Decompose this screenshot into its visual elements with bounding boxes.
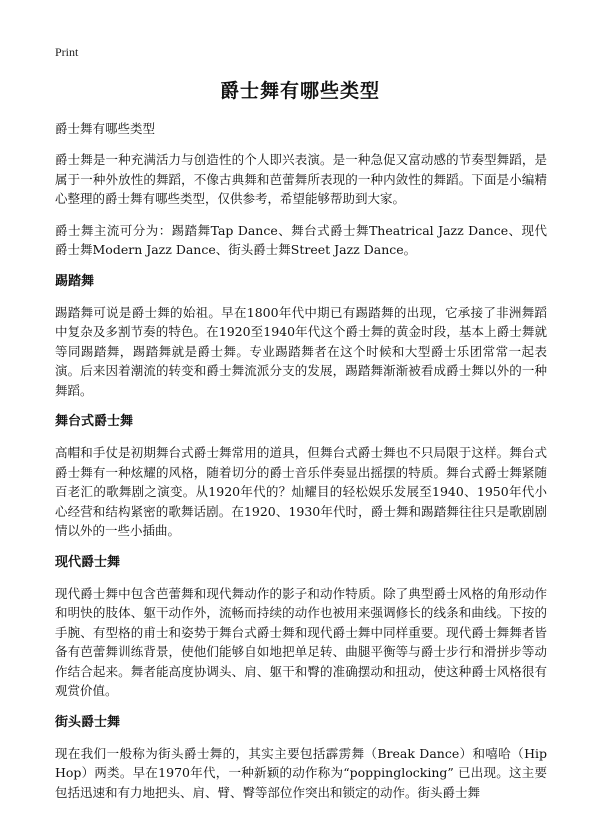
section-heading-modern: 现代爵士舞 xyxy=(55,554,121,570)
section-body-street: 现在我们一般称为街头爵士舞的，其实主要包括霹雳舞（Break Dance）和嘻哈（Hip Hop）两类。早在1970年代，一种新颖的动作称为“poppinglocking” 已出现。这主要包括迅速和有力地把头、肩、臂、臀等部位作突出和锁定的动作。街头爵士舞 xyxy=(55,745,547,800)
article-body xyxy=(55,119,547,814)
section-body-theatrical: 高帽和手仗是初期舞台式爵士舞常用的道具，但舞台式爵士舞也不只局限于这样。舞台式爵士舞有一种炫耀的风格，随着切分的爵士音乐伴奏显出摇摆的特质。舞台式爵士舞紧随百老汇的歌舞剧之演变。从1920年代的？灿耀目的轻松娱乐发展至1940、1950年代小心经营和结构紧密的歌舞话剧。在1920、1930年代时，爵士舞和踢踏舞往往只是歌剧剧情以外的一些小插曲。 xyxy=(55,445,547,538)
section-heading-theatrical: 舞台式爵士舞 xyxy=(55,414,134,429)
section-heading-street: 街头爵士舞 xyxy=(55,714,121,730)
section-body-tap: 踢踏舞可说是爵士舞的始祖。早在1800年代中期已有踢踏舞的出现，它承接了非洲舞蹈中复杂及多割节奏的特色。在1920至1940年代这个爵士舞的黄金时段，基本上爵士舞就等同踢踏舞，踢踏舞就是爵士舞。专业踢踏舞者在这个时候和大型爵士乐团常常一起表演。后来因着潮流的转变和爵士舞流派分支的发展，踢踏舞渐渐被看成爵士舞以外的一种舞蹈。 xyxy=(55,304,547,398)
section-heading-tap: 踢踏舞 xyxy=(55,273,95,289)
print-link[interactable]: Print xyxy=(55,45,79,59)
article-subtitle: 爵士舞有哪些类型 xyxy=(55,121,156,136)
page-title: 爵士舞有哪些类型 xyxy=(219,80,380,102)
section-body-modern: 现代爵士舞中包含芭蕾舞和现代舞动作的影子和动作特质。除了典型爵士风格的角形动作和明快的肢体、躯干动作外，流畅而持续的动作也被用来强调修长的线条和曲线。下按的手腕、有型格的甫士和姿势于舞台式爵士舞和现代爵士舞中同样重要。现代爵士舞舞者皆备有芭蕾舞训练背景，使他们能够自如地把单足转、曲腿平衡等与爵士步行和滑拼步等动作结合起来。舞者能高度协调头、肩、躯干和臀的准确摆动和扭动，使这种爵士风格很有观赏价值。 xyxy=(55,585,547,698)
intro-paragraph: 爵士舞是一种充满活力与创造性的个人即兴表演。是一种急促又富动感的节奏型舞蹈，是属于一种外放性的舞蹈，不像古典舞和芭蕾舞所表现的一种内敛性的舞蹈。下面是小编精心整理的爵士舞有哪些类型，仅供参考，希望能够帮助到大家。 xyxy=(55,152,547,206)
types-summary-paragraph: 爵士舞主流可分为：踢踏舞Tap Dance、舞台式爵士舞Theatrical Jazz Dance、现代爵士舞Modern Jazz Dance、街头爵士舞Street Jazz Dance。 xyxy=(55,222,547,257)
